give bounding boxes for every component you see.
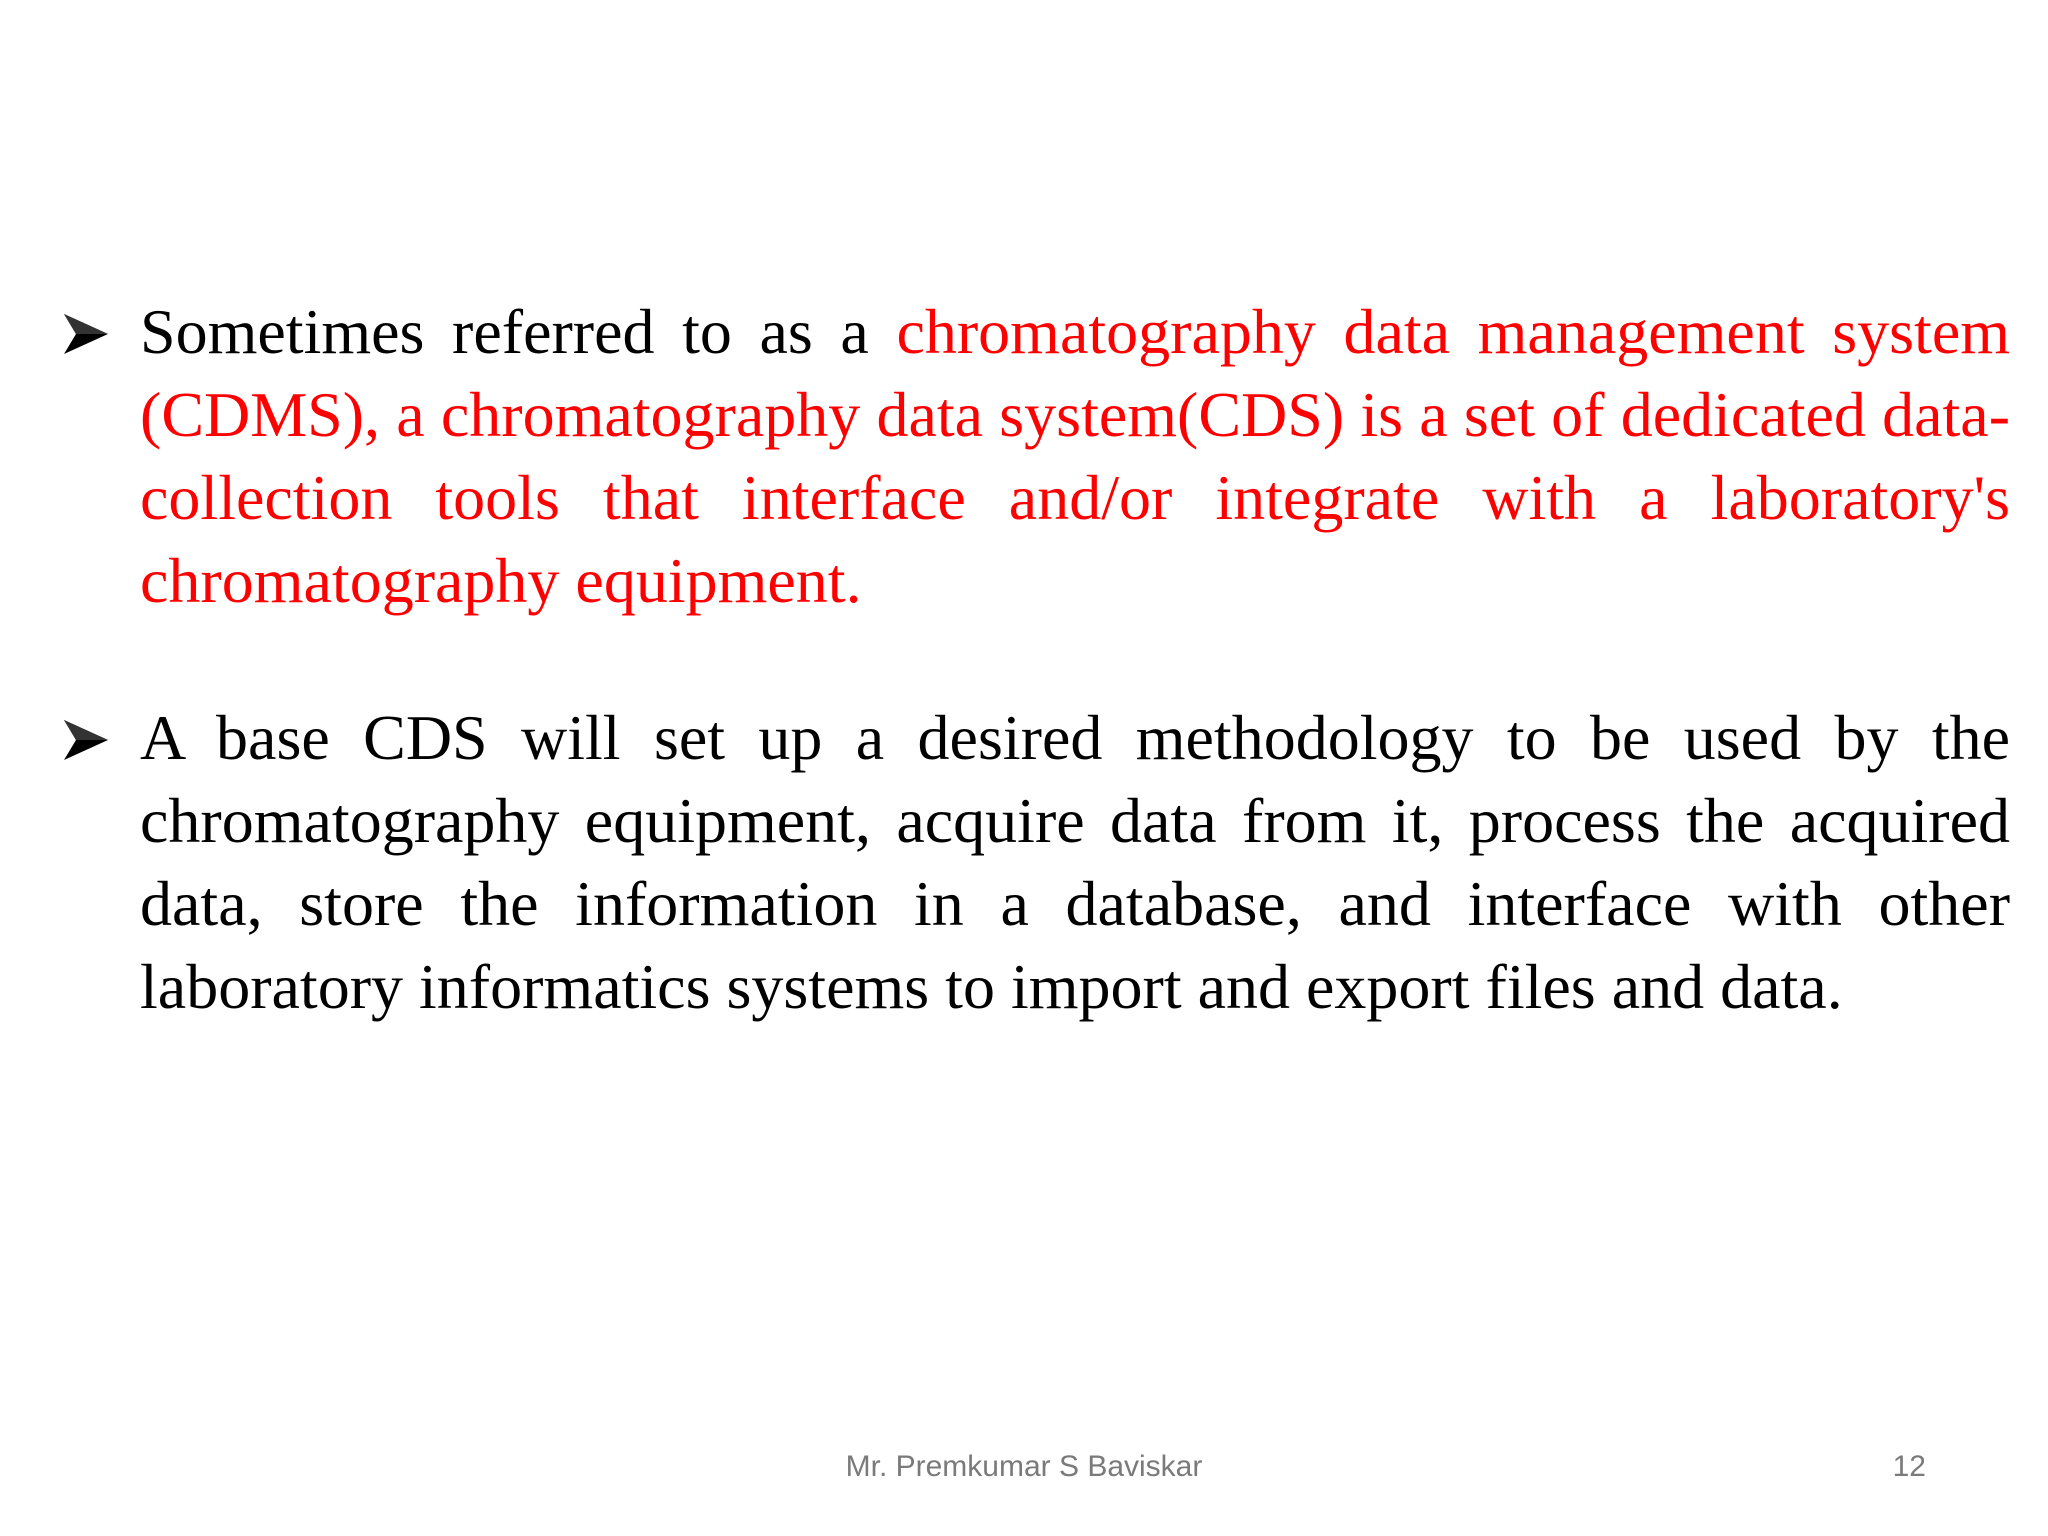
page-number: 12 <box>1892 1450 1926 1483</box>
bullet-text-plain: A base CDS will set up a desired methodology to be used by the chromatography equipment, acquire data from it, process the acquired data, store the information in a database, and interface with other laboratory informatics systems to import and export files and data. <box>140 702 2010 1022</box>
arrowhead-bullet-icon <box>60 290 120 373</box>
footer-author: Mr. Premkumar S Baviskar <box>845 1450 1203 1483</box>
bullet-item-cds-functions <box>60 696 2010 1028</box>
bullet-list <box>60 290 2010 1102</box>
bullet-item-cdms-definition <box>60 290 2010 622</box>
bullet-text-highlight: chromatography data management system (CDMS), a chromatography data system(CDS) is a set of dedicated data-collection tools that interface and/or integrate with a laboratory's chromatography equipment. <box>140 296 2011 616</box>
bullet-text-plain: Sometimes referred to as a <box>140 296 897 367</box>
arrowhead-bullet-icon <box>60 696 120 779</box>
